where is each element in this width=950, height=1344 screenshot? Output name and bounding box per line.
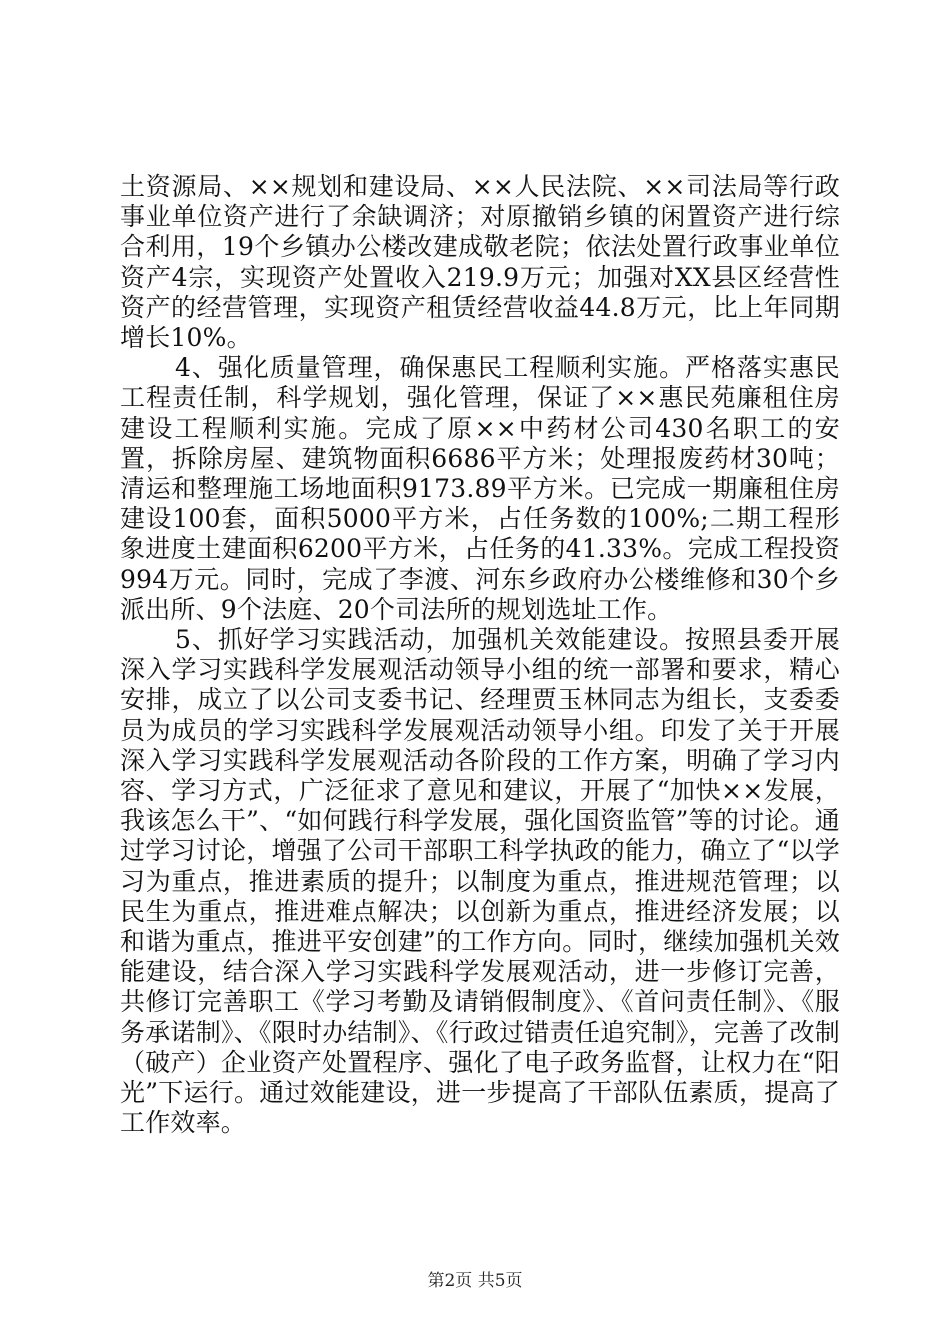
paragraph-study-practice: 5、抓好学习实践活动，加强机关效能建设。按照县委开展深入学习实践科学发展观活动领导小组的统一部署和要求，精心安排，成立了以公司支委书记、经理贾玉林同志为组长，支委委员为成员的学习实践科学发展观活动领导小组。印发了关于开展深入学习实践科学发展观活动各阶段的工作方案，明确了学习内容、学习方式，广泛征求了意见和建议，开展了“加快××发展，我该怎么干”、“如何践行科学发展，强化国资监管”等的讨论。通过学习讨论，增强了公司干部职工科学执政的能力，确立了“以学习为重点，推进素质的提升；以制度为重点，推进规范管理；以民生为重点，推进难点解决；以创新为重点，推进经济发展；以和谐为重点，推进平安创建”的工作方向。同时，继续加强机关效能建设，结合深入学习实践科学发展观活动，进一步修订完善，共修订完善职工《学习考勤及请销假制度》、《首问责任制》、《服务承诺制》、《限时办结制》、《行政过错责任追究制》，完善了改制（破产）企业资产处置程序、强化了电子政务监督，让权力在“阳光”下运行。通过效能建设，进一步提高了干部队伍素质，提高了工作效率。 <box>120 625 840 1138</box>
paragraph-assets-adjustment: 土资源局、××规划和建设局、××人民法院、××司法局等行政事业单位资产进行了余缺调济；对原撤销乡镇的闲置资产进行综合利用，19个乡镇办公楼改建成敬老院；依法处置行政事业单位资产4宗，实现资产处置收入219.9万元；加强对XX县区经营性资产的经营管理，实现资产租赁经营收益44.8万元，比上年同期增长10%。 <box>120 172 840 353</box>
document-body <box>120 172 840 1139</box>
page-number-label: 第2页 共5页 <box>427 1271 523 1291</box>
paragraph-quality-management: 4、强化质量管理，确保惠民工程顺利实施。严格落实惠民工程责任制，科学规划，强化管理，保证了××惠民苑廉租住房建设工程顺利实施。完成了原××中药材公司430名职工的安置，拆除房屋、建筑物面积6686平方米；处理报废药材30吨；清运和整理施工场地面积9173.89平方米。已完成一期廉租住房建设100套，面积5000平方米，占任务数的100%;二期工程形象进度土建面积6200平方米，占任务的41.33%。完成工程投资994万元。同时，完成了李渡、河东乡政府办公楼维修和30个乡派出所、9个法庭、20个司法所的规划选址工作。 <box>120 353 840 624</box>
page-footer <box>0 1266 950 1291</box>
